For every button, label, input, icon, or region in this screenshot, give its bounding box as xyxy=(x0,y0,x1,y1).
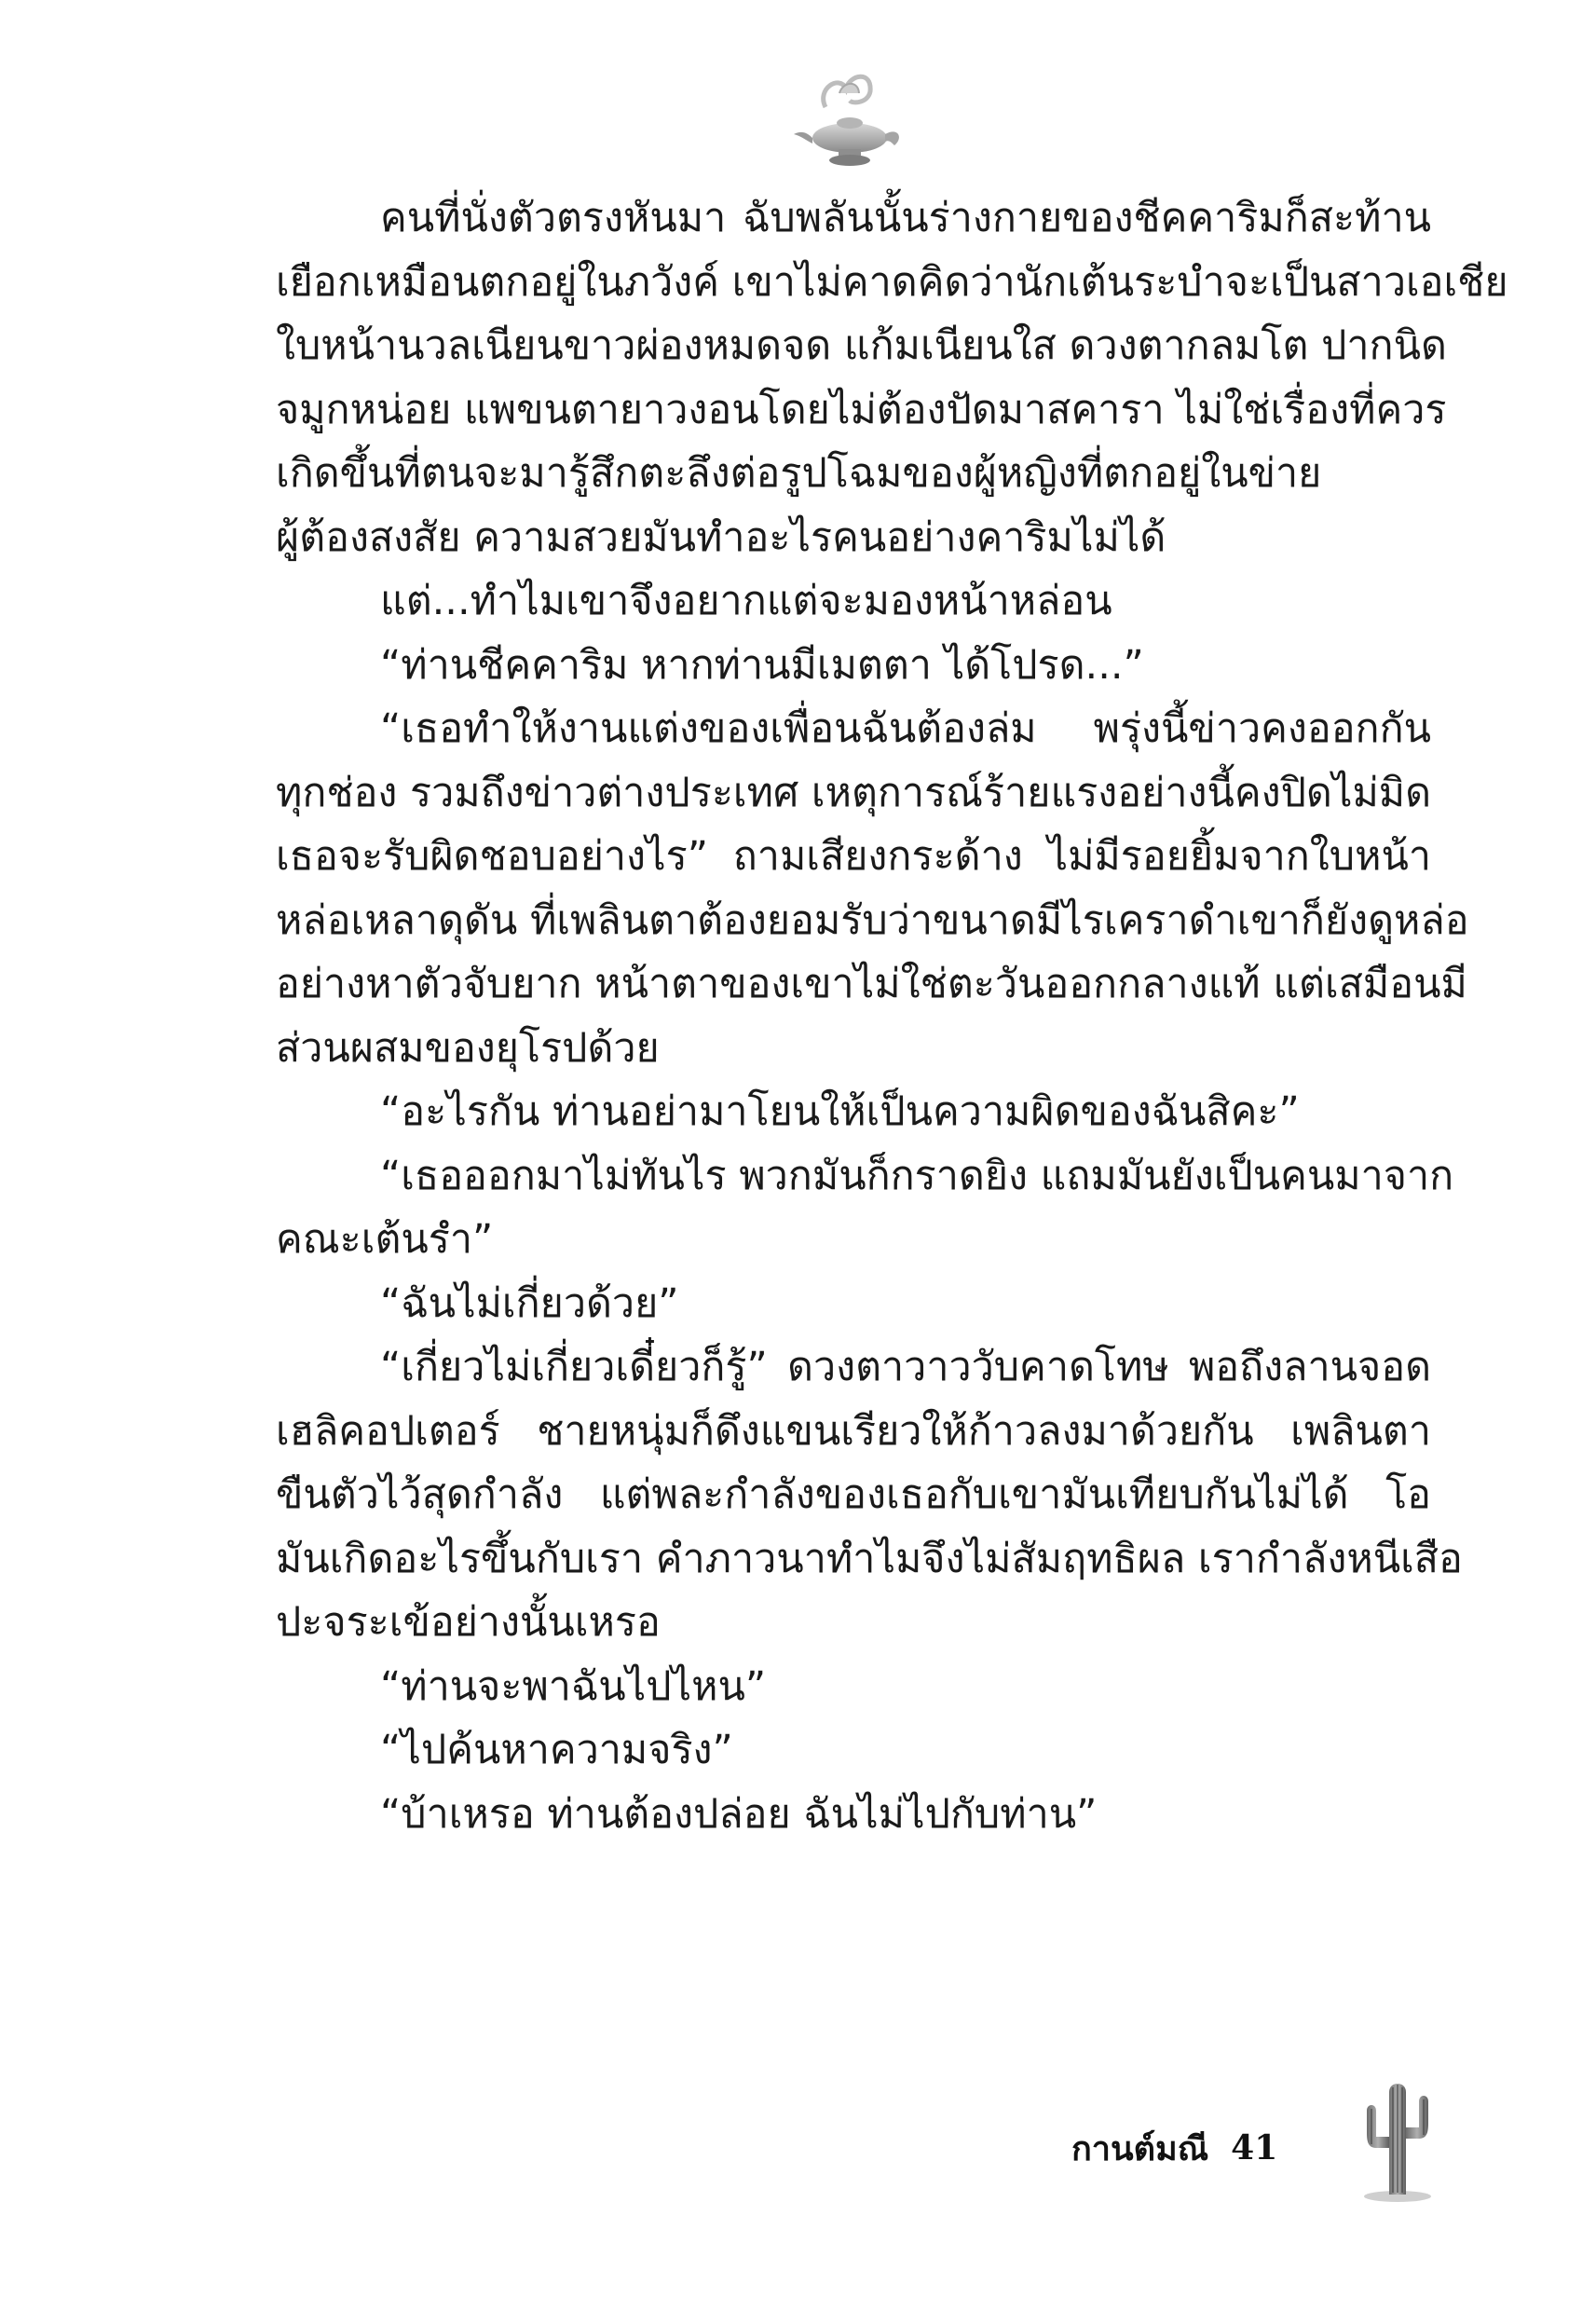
story-text xyxy=(276,186,1508,1846)
text-line: คนที่นั่งตัวตรงหันมา ฉับพลันนั้นร่างกายของชีคคาริมก็สะท้าน xyxy=(380,195,1431,241)
text-line: “เธอทำให้งานแต่งของเพื่อนฉันต้องล่ม พรุ่งนี้ข่าวคงออกกัน xyxy=(380,705,1431,752)
text-line: หล่อเหลาดุดัน ที่เพลินตาต้องยอมรับว่าขนาดมีไรเคราดำเขาก็ยังดูหล่อ xyxy=(276,896,1469,944)
text-line: ปะจระเข้อย่างนั้นเหรอ xyxy=(276,1599,661,1646)
text-line: “ไปค้นหาความจริง” xyxy=(380,1727,733,1773)
text-line: เฮลิคอปเตอร์ ชายหนุ่มก็ดึงแขนเรียวให้ก้าวลงมาด้วยกัน เพลินตา xyxy=(276,1407,1431,1455)
text-line: ทุกช่อง รวมถึงข่าวต่างประเทศ เหตุการณ์ร้ายแรงอย่างนี้คงปิดไม่มิด xyxy=(276,769,1432,816)
text-line: “ท่านจะพาฉันไปไหน” xyxy=(380,1662,767,1710)
text-line: “เธอออกมาไม่ทันไร พวกมันก็กราดยิง แถมมันยังเป็นคนมาจาก xyxy=(380,1152,1454,1199)
text-line: “บ้าเหรอ ท่านต้องปล่อย ฉันไม่ไปกับท่าน” xyxy=(380,1790,1098,1838)
text-line: แต่...ทำไมเขาจึงอยากแต่จะมองหน้าหล่อน xyxy=(380,578,1112,624)
text-line: “อะไรกัน ท่านอย่ามาโยนให้เป็นความผิดของฉันสิคะ” xyxy=(380,1088,1300,1135)
book-title: กานต์มณี xyxy=(1071,2128,1209,2168)
magic-lamp-icon xyxy=(788,56,909,177)
text-line: มันเกิดอะไรขึ้นกับเรา คำภาวนาทำไมจึงไม่สัมฤทธิผล เรากำลังหนีเสือ xyxy=(276,1535,1463,1582)
text-line: เธอจะรับผิดชอบอย่างไร” ถามเสียงกระด้าง ไม่มีรอยยิ้มจากใบหน้า xyxy=(276,833,1431,880)
text-line: “เกี่ยวไม่เกี่ยวเดี๋ยวก็รู้” ดวงตาวาววับคาดโทษ พอถึงลานจอด xyxy=(380,1344,1431,1390)
text-line: ส่วนผสมของยุโรปด้วย xyxy=(276,1024,660,1072)
text-line: จมูกหน่อย แพขนตายาวงอนโดยไม่ต้องปัดมาสคารา ไม่ใช่เรื่องที่ควร xyxy=(276,386,1447,433)
page-footer xyxy=(1071,2111,1277,2185)
text-line: ขืนตัวไว้สุดกำลัง แต่พละกำลังของเธอกับเขามันเทียบกันไม่ได้ โอ xyxy=(276,1471,1431,1518)
text-line: ใบหน้านวลเนียนขาวผ่องหมดจด แก้มเนียนใส ดวงตากลมโต ปากนิด xyxy=(276,322,1447,369)
cactus-icon xyxy=(1356,2073,1439,2204)
text-line: “ท่านชีคคาริม หากท่านมีเมตตา ได้โปรด...” xyxy=(380,641,1144,689)
page-number: 41 xyxy=(1231,2128,1278,2167)
text-line: เกิดขึ้นที่ตนจะมารู้สึกตะลึงต่อรูปโฉมของผู้หญิงที่ตกอยู่ในข่าย xyxy=(276,450,1322,497)
text-line: เยือกเหมือนตกอยู่ในภวังค์ เขาไม่คาดคิดว่านักเต้นระบำจะเป็นสาวเอเชีย xyxy=(276,258,1508,306)
text-line: อย่างหาตัวจับยาก หน้าตาของเขาไม่ใช่ตะวันออกกลางแท้ แต่เสมือนมี xyxy=(276,961,1467,1007)
text-line: คณะเต้นรำ” xyxy=(276,1216,494,1263)
text-line: ผู้ต้องสงสัย ความสวยมันทำอะไรคนอย่างคาริมไม่ได้ xyxy=(276,513,1166,561)
text-line: “ฉันไม่เกี่ยวด้วย” xyxy=(380,1279,679,1327)
